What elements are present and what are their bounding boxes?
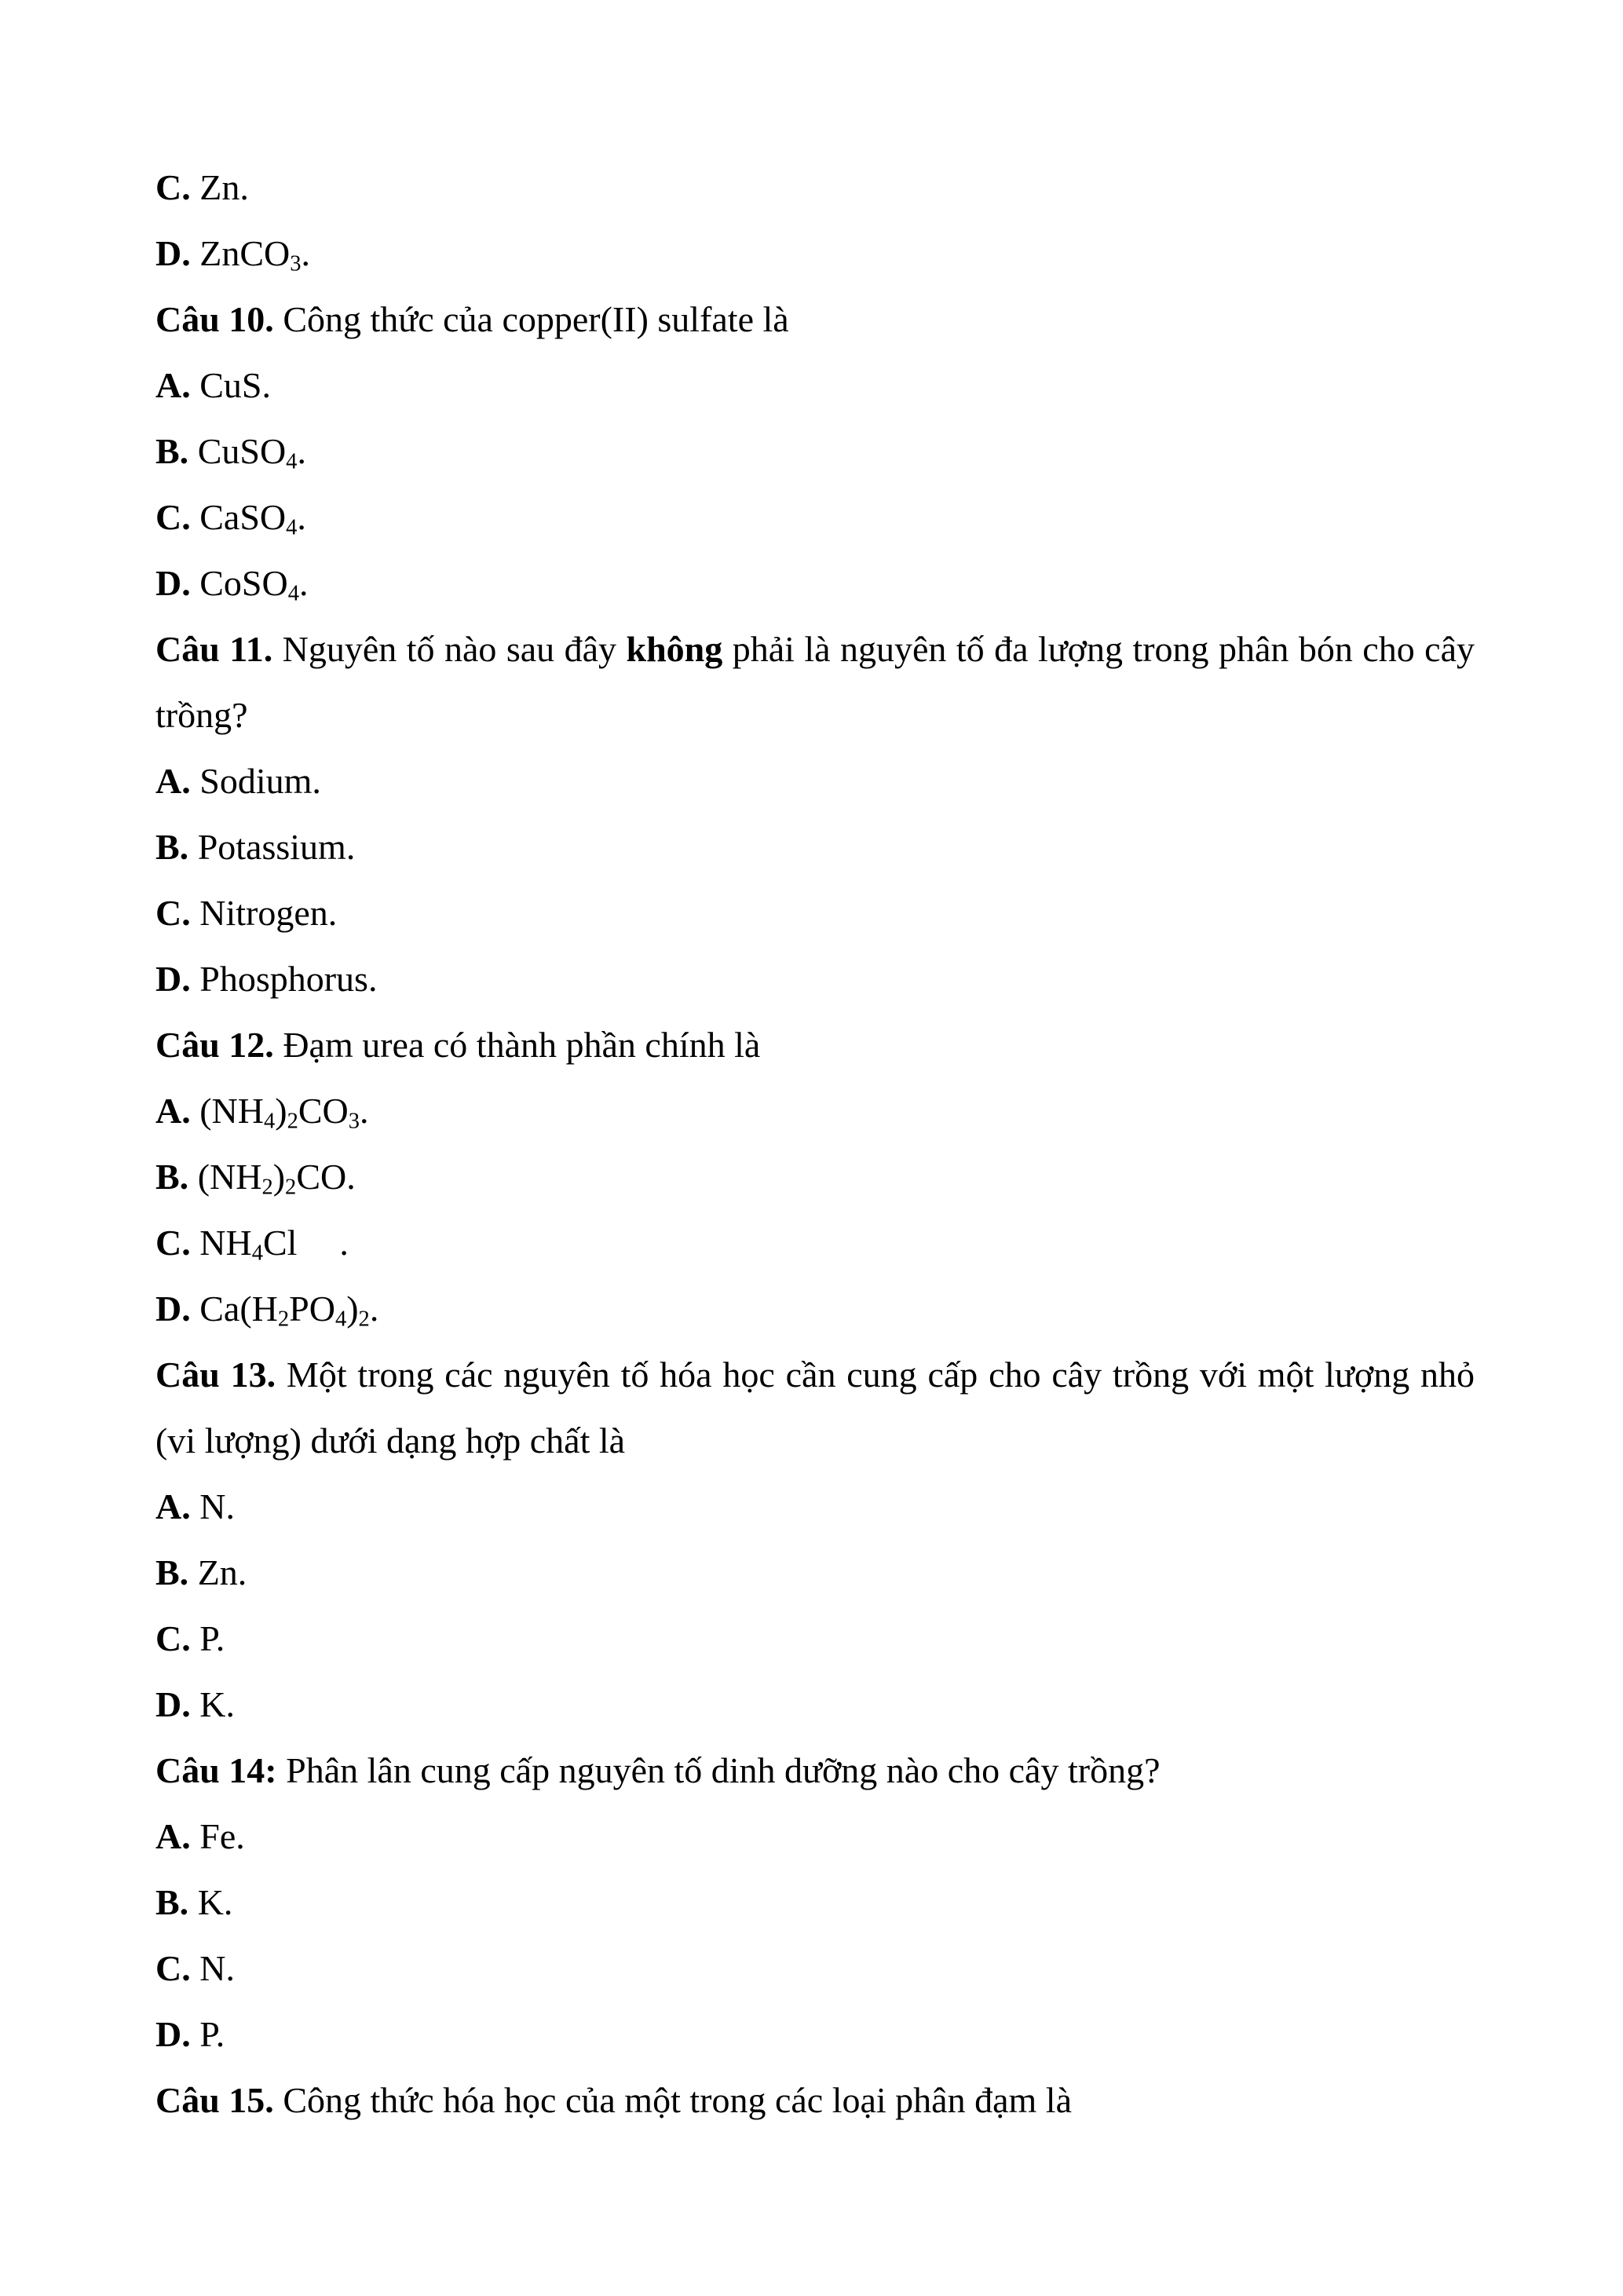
q12-option-a	[155, 1078, 1475, 1144]
document-page	[155, 155, 1475, 2133]
option-label: D.	[155, 1289, 191, 1329]
option-text: $(NH_2)_2CO$.	[197, 1157, 356, 1200]
option-text: CoSO$_4$.	[199, 563, 309, 606]
q10-option-d	[155, 550, 1475, 616]
option-text: N.	[199, 1948, 235, 1988]
question-text: Công thức hóa học của một trong các loại phân đạm là	[283, 2080, 1072, 2120]
option-text: Sodium.	[199, 761, 321, 801]
option-label: A.	[155, 1486, 191, 1526]
option-text: CuS.	[199, 365, 271, 405]
question-label: Câu 14:	[155, 1750, 277, 1790]
option-text: $NH_4Cl$ .	[199, 1223, 349, 1266]
question-13	[155, 1342, 1475, 1474]
option-label: B.	[155, 1157, 189, 1197]
option-label: C.	[155, 1223, 191, 1263]
q9-option-c	[155, 155, 1475, 221]
q13-option-b	[155, 1540, 1475, 1606]
option-text: CuSO$_4$.	[197, 431, 306, 474]
q12-option-c	[155, 1210, 1475, 1276]
option-text: Nitrogen.	[199, 893, 338, 933]
option-text: P.	[199, 1618, 225, 1658]
option-text: Zn.	[197, 1552, 247, 1592]
q9-option-d	[155, 221, 1475, 287]
question-text: Một trong các nguyên tố hóa học cần cung cấp cho cây trồng với một lượng nhỏ (vi lượng) dưới dạng hợp chất là	[155, 1355, 1475, 1461]
option-text: K.	[199, 1684, 235, 1724]
option-label: A.	[155, 1091, 191, 1131]
q14-option-b	[155, 1870, 1475, 1936]
q11-option-a	[155, 748, 1475, 814]
option-text: K.	[197, 1882, 233, 1922]
q11-option-c	[155, 880, 1475, 946]
q13-option-a	[155, 1474, 1475, 1540]
option-label: B.	[155, 431, 189, 471]
question-15	[155, 2067, 1475, 2133]
q11-option-b	[155, 814, 1475, 880]
question-emphasis: không	[626, 629, 723, 669]
option-text: Potassium.	[197, 827, 356, 867]
question-label: Câu 11.	[155, 629, 273, 669]
question-text: Đạm urea có thành phần chính là	[283, 1025, 761, 1065]
option-label: B.	[155, 1882, 189, 1922]
question-12	[155, 1012, 1475, 1078]
question-text: Công thức của copper(II) sulfate là	[283, 299, 789, 339]
option-text: ZnCO$_3$.	[199, 233, 310, 276]
question-text-post: phải là nguyên tố đa lượng trong phân bón cho cây trồng?	[155, 629, 1475, 735]
option-text: Fe.	[199, 1816, 245, 1856]
question-11	[155, 616, 1475, 748]
question-label: Câu 15.	[155, 2080, 274, 2120]
option-label: C.	[155, 1948, 191, 1988]
option-text: Zn.	[199, 167, 249, 207]
option-label: A.	[155, 365, 191, 405]
option-text: P.	[199, 2014, 225, 2054]
question-label: Câu 13.	[155, 1355, 276, 1395]
option-label: A.	[155, 761, 191, 801]
option-text: CaSO$_4$.	[199, 497, 306, 540]
option-label: D.	[155, 563, 191, 603]
option-label: B.	[155, 827, 189, 867]
option-text: $Ca(H_2PO_4)_2$.	[199, 1289, 379, 1332]
option-label: B.	[155, 1552, 189, 1592]
q10-option-a	[155, 353, 1475, 419]
q11-option-d	[155, 946, 1475, 1012]
q10-option-c	[155, 484, 1475, 550]
q13-option-c	[155, 1606, 1475, 1672]
option-label: D.	[155, 233, 191, 273]
q14-option-d	[155, 2002, 1475, 2067]
option-text: Phosphorus.	[199, 959, 378, 999]
q14-option-c	[155, 1936, 1475, 2002]
question-14	[155, 1738, 1475, 1804]
question-label: Câu 12.	[155, 1025, 274, 1065]
option-text: $(NH_4)_2CO_3$.	[199, 1091, 369, 1134]
q12-option-b	[155, 1144, 1475, 1210]
option-label: D.	[155, 1684, 191, 1724]
question-text: Phân lân cung cấp nguyên tố dinh dưỡng nào cho cây trồng?	[286, 1750, 1161, 1790]
option-label: C.	[155, 893, 191, 933]
option-label: A.	[155, 1816, 191, 1856]
option-label: C.	[155, 1618, 191, 1658]
q12-option-d	[155, 1276, 1475, 1342]
question-10	[155, 287, 1475, 353]
option-text: N.	[199, 1486, 235, 1526]
q10-option-b	[155, 419, 1475, 484]
option-label: C.	[155, 167, 191, 207]
q14-option-a	[155, 1804, 1475, 1870]
option-label: D.	[155, 2014, 191, 2054]
q13-option-d	[155, 1672, 1475, 1738]
option-label: D.	[155, 959, 191, 999]
question-label: Câu 10.	[155, 299, 274, 339]
option-label: C.	[155, 497, 191, 537]
question-text-pre: Nguyên tố nào sau đây	[282, 629, 617, 669]
